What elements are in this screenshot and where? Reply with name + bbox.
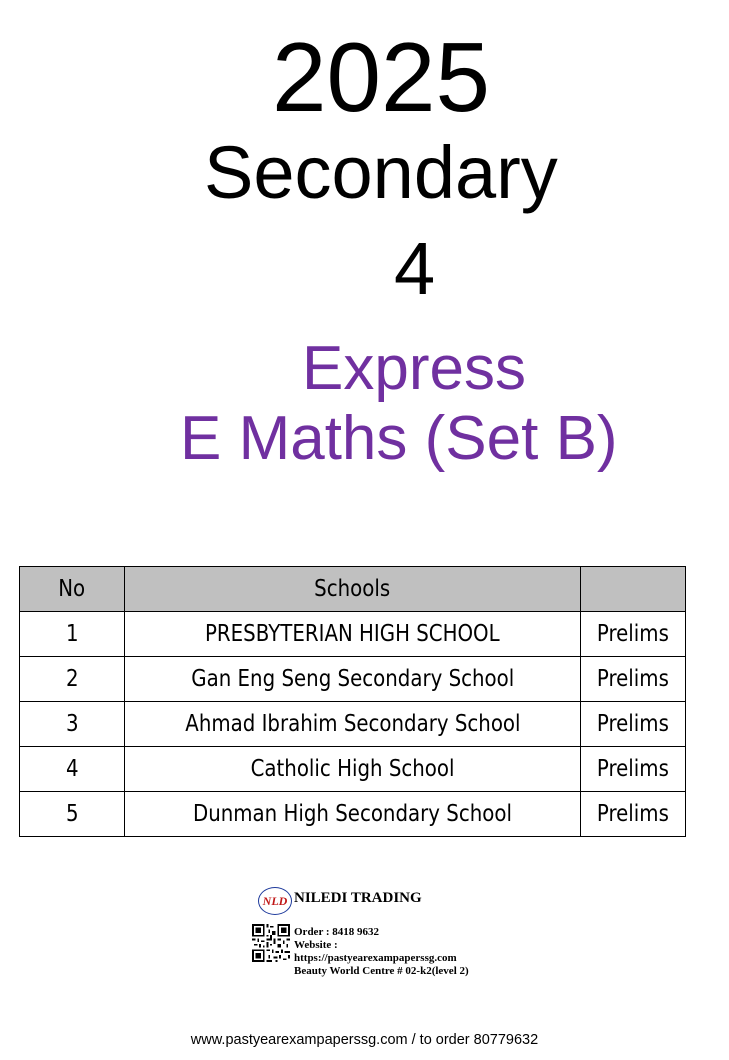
order-number: Order : 8418 9632 (294, 926, 380, 938)
school-name: Dunman High Secondary School (125, 792, 581, 837)
cover-grade: 4 (394, 227, 436, 310)
school-name: Ahmad Ibrahim Secondary School (125, 702, 581, 747)
schools-table (19, 566, 686, 837)
table-row (20, 792, 686, 837)
brand-block (252, 884, 492, 988)
school-name: PRESBYTERIAN HIGH SCHOOL (125, 612, 581, 657)
table-row (20, 702, 686, 747)
paper-type: Prelims (581, 702, 686, 747)
store-address: Beauty World Centre # 02-k2(level 2) (294, 965, 469, 977)
contact-details (294, 926, 494, 978)
row-number: 3 (20, 702, 125, 747)
nld-logo: NLD (258, 887, 292, 915)
table-row (20, 747, 686, 792)
row-number: 2 (20, 657, 125, 702)
paper-type: Prelims (581, 792, 686, 837)
table-row (20, 657, 686, 702)
row-number: 5 (20, 792, 125, 837)
cover-level: Secondary (204, 131, 558, 214)
cover-stream: Express (302, 334, 526, 403)
website-label: Website : (294, 939, 338, 951)
school-name: Gan Eng Seng Secondary School (125, 657, 581, 702)
row-number: 1 (20, 612, 125, 657)
cover-subject: E Maths (Set B) (180, 404, 618, 473)
row-number: 4 (20, 747, 125, 792)
footer-text[interactable]: www.pastyearexampaperssg.com / to order 80779632 (190, 1032, 539, 1048)
paper-type: Prelims (581, 657, 686, 702)
table-header-row (20, 567, 686, 612)
table-row (20, 612, 686, 657)
paper-type: Prelims (581, 747, 686, 792)
header-paper-type (581, 567, 686, 612)
cover-year: 2025 (272, 22, 491, 132)
school-name: Catholic High School (125, 747, 581, 792)
header-schools: Schools (125, 567, 581, 612)
website-url[interactable]: https://pastyearexampaperssg.com (294, 952, 457, 964)
header-no: No (20, 567, 125, 612)
brand-name: NILEDI TRADING (294, 890, 422, 906)
qr-code-icon (252, 924, 290, 962)
paper-type: Prelims (581, 612, 686, 657)
